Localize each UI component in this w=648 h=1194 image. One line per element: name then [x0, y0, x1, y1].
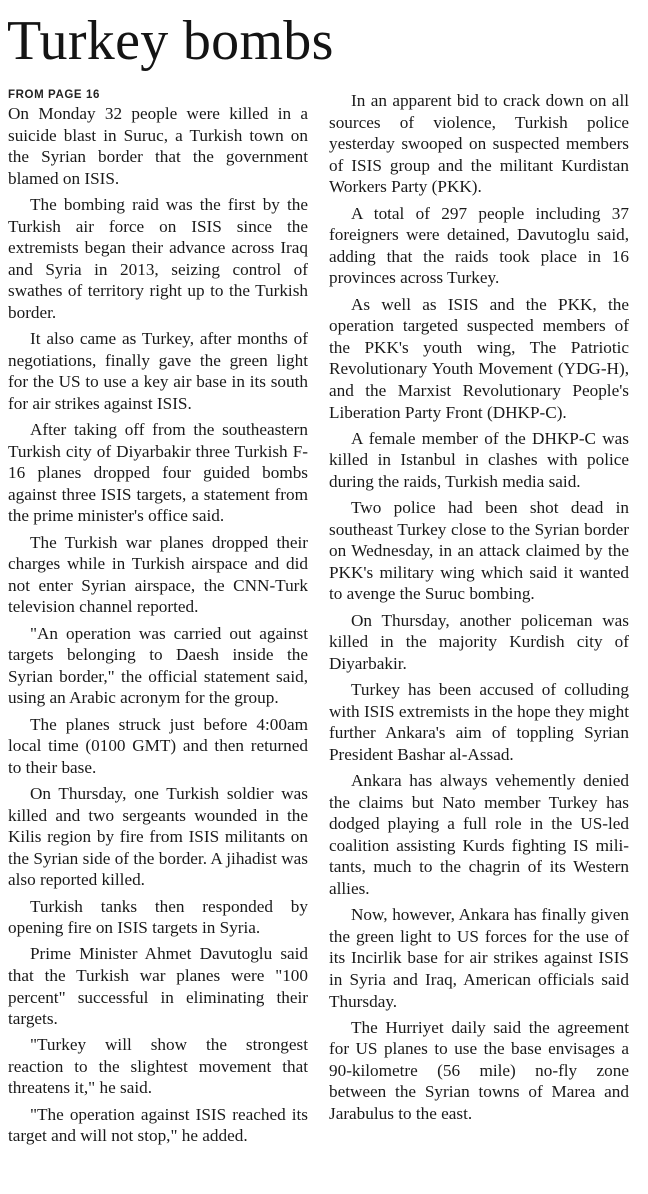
- paragraph: "An operation was carried out against targets belonging to Daesh inside the Syrian border," the official statement said, using an Arabic acronym for the group.: [8, 623, 308, 708]
- paragraph: "Turkey will show the strongest reaction to the slightest movement that threatens it," he said.: [8, 1035, 308, 1098]
- paragraph: Now, however, Ankara has finally given the green light to US forces for the use of its Incirlik base for air strikes against ISIS in Syria and Iraq, American officials said Thursday.: [329, 905, 629, 1011]
- paragraph: It also came as Turkey, after months of negotiations, finally gave the green light for the US to use a key air base in its south for air strikes against ISIS.: [8, 329, 308, 413]
- paragraph: The Hurriyet daily said the agreement for US planes to use the base envisages a 90-kilometre (56 mile) no-fly zone between the Syrian towns of Marea and Jarabulus to the east.: [329, 1017, 629, 1124]
- paragraph: The planes struck just before 4:00am local time (0100 GMT) and then returned to their base.: [8, 714, 308, 777]
- left-column: [8, 88, 308, 1151]
- continued-from-kicker: FROM PAGE 16: [8, 89, 100, 101]
- paragraph: In an apparent bid to crack down on all sources of violence, Turkish police yesterday swooped on suspected members of ISIS group and the militant Kurdistan Workers Party (PKK).: [329, 91, 629, 197]
- paragraph: Turkey has been accused of colluding with ISIS extremists in the hope they might further Ankara's aim of toppling Syrian President Bashar al-Assad.: [329, 680, 629, 764]
- paragraph: Prime Minister Ahmet Davutoglu said that the Turkish war planes were "100 percent" successful in eliminating their targets.: [8, 944, 308, 1029]
- article-headline: Turkey bombs: [7, 10, 334, 72]
- paragraph: "The operation against ISIS reached its target and will not stop," he added.: [8, 1104, 308, 1146]
- paragraph: Turkish tanks then responded by opening fire on ISIS targets in Syria.: [8, 896, 308, 938]
- paragraph: A total of 297 people including 37 foreigners were detained, Davutoglu said, adding that the raids took place in 16 provinces across Turkey.: [329, 203, 629, 288]
- paragraph: Two police had been shot dead in southeast Turkey close to the Syrian border on Wednesday, in an attack claimed by the PKK's military wing which said it wanted to avenge the Suruc bombing.: [329, 498, 629, 604]
- paragraph: The Turkish war planes dropped their charges while in Turkish airspace and did not enter Syrian airspace, the CNN-Turk television channel reported.: [8, 532, 308, 617]
- paragraph: As well as ISIS and the PKK, the operation targeted suspected members of the PKK's youth wing, The Patriotic Revolutionary Youth Movement (YDG-H), and the Marxist Revolutionary People's Liberation Party Front (DHKP-C).: [329, 294, 629, 422]
- paragraph: On Thursday, one Turkish soldier was killed and two sergeants wounded in the Kilis region by fire from ISIS militants on the Syrian side of the border. A jihadist was also reported killed.: [8, 783, 308, 890]
- paragraph: The bombing raid was the first by the Turkish air force on ISIS since the extremists began their advance across Iraq and Syria in 2013, seizing control of swathes of territory right up to the Turkish border.: [8, 194, 308, 322]
- paragraph: On Monday 32 people were killed in a suicide blast in Suruc, a Turkish town on the Syrian border that the government blamed on ISIS.: [8, 104, 308, 188]
- paragraph: A female member of the DHKP-C was killed in Istanbul in clashes with police during the raids, Turkish media said.: [329, 428, 629, 491]
- paragraph: On Thursday, another policeman was killed in the majority Kurdish city of Diyarbakir.: [329, 610, 629, 673]
- paragraph: Ankara has always vehemently denied the claims but Nato member Turkey has dodged playing a full role in the US-led coalition assisting Kurds fighting IS militants, much to the chagrin of its Western allies.: [329, 770, 629, 898]
- right-column: [329, 90, 629, 1129]
- paragraph: After taking off from the southeastern Turkish city of Diyarbakir three Turkish F-16 planes dropped four guided bombs against three ISIS targets, a statement from the prime minister's office said.: [8, 420, 308, 526]
